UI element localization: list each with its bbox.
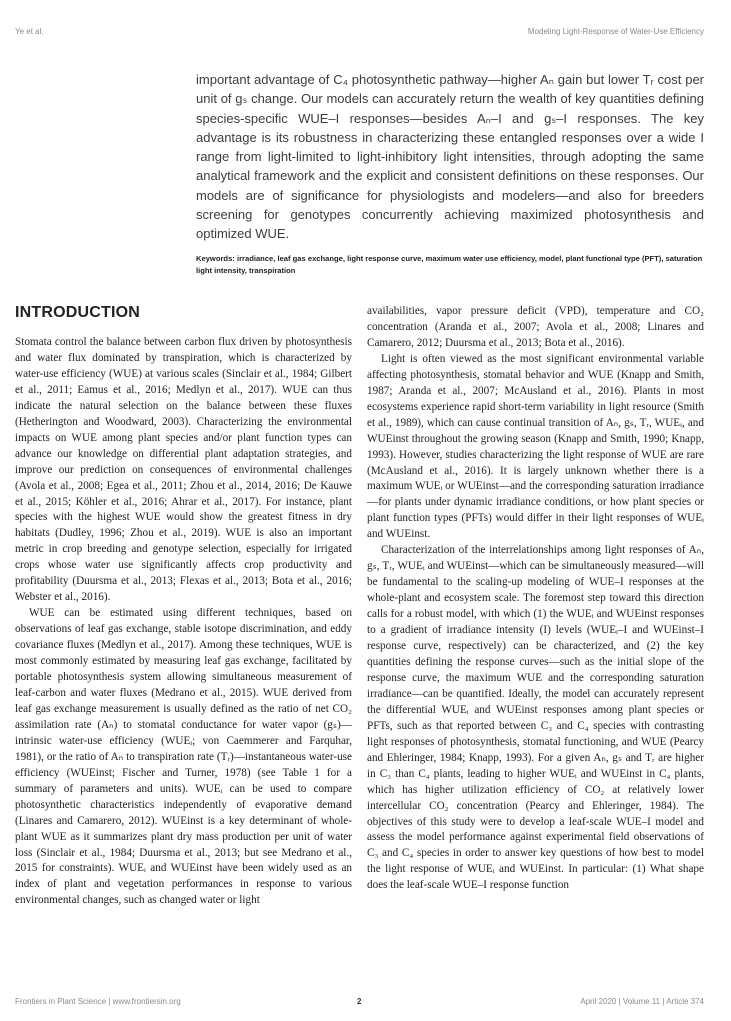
intro-paragraph-1: Stomata control the balance between carbon flux driven by photosynthesis and water flux dominated by transpiration, which is characterized by water-use efficiency (WUE) at various scales (Sinclair et al., 1984; Gilbert et al., 2011; Eamus et al., 2016; Medlyn et al., 2017). WUE can thus indicate the natural selection on the balance between these fluxes (Hetherington and Woodward, 2003). Characterizing the environmental impacts on WUE among plant species and/or plant function types can advance our knowledge on differential plant adaptation strategies, and improve our prediction on consequences of environmental challenges (Avola et al., 2008; Egea et al., 2011; Zhou et al., 2014, 2016; De Kauwe et al., 2015; Köhler et al., 2016; Ahrar et al., 2017). For instance, plant species with the highest WUE would show the greatest fitness in dry habitats (Dudley, 1996; Zhou et al., 2019). WUE is also an important metric in crop breeding and genotype selection, especially for irrigated crops whose water use significantly affects crop productivity and profitability (Duursma et al., 2013; Flexas et al., 2013; Bota et al., 2016; Webster et al., 2016). xyxy=(15,336,352,604)
running-header-authors: Ye et al. xyxy=(15,27,44,36)
intro-paragraph-4: Characterization of the interrelationships among light responses of Aₙ, gₛ, Tᵣ, WUEᵢ and WUEinst—which can be simultaneously measured—will be fundamental to the scaling-up modeling of WUE–I responses at the whole-plant and ecosystem scale. The foremost step toward this direction calls for a robust model, with which (1) the WUEᵢ and WUEinst responses to a gradient of irradiance intensity (I) levels (WUEᵢ–I and WUEinst–I response curve, respectively) can be characterized, and (2) the key quantities defining the response curves—such as the initial slope of the response curve, the maximum WUE and the corresponding saturation irradiance—can be quantified. Ideally, the model can accurately represent the differential WUEᵢ and WUEinst responses among plant species or PFTs, such as that reported between C₃ and C₄ species with contrasting light responses of photosynthesis, stomatal functioning, and WUE (Pearcy and Ehleringer, 1984; Knapp, 1993). For a given Aₙ, gₛ and Tᵣ are higher in C₃ than C₄ plants, leading to higher WUEᵢ and WUEinst in C₄ plants, which has higher utilization efficiency of CO₂ at relatively lower intercellular CO₂ concentration (Pearcy and Ehleringer, 1984). The objectives of this study were to develop a leaf-scale WUE–I model and assess the model performance against experimental field observations of C₃ and C₄ species in order to answer key questions of how best to model the light response of WUEᵢ and WUEinst. In particular: (1) What shape does the leaf-scale WUE–I response function xyxy=(367,544,704,892)
footer-page-number: 2 xyxy=(357,997,362,1006)
running-header-title: Modeling Light-Response of Water-Use Efficiency xyxy=(527,27,704,36)
keywords-label: Keywords: xyxy=(196,254,235,263)
abstract-text: important advantage of C₄ photosynthetic pathway—higher Aₙ gain but lower Tᵣ cost per unit of gₛ change. Our models can accurately return the wealth of key quantities defining species-specific WUE–I responses—besides Aₙ–I and gₛ–I responses. The key advantage is its robustness in characterizing these entangled responses over a wide I range from light-limited to light-inhibitory light intensities, through adopting the same analytical framework and the explicit and consistent definitions on these responses. Our models are of significance for physiologists and modelers—and also for breeders screening for genotypes concurrently achieving maximized photosynthesis and optimized WUE. xyxy=(196,72,704,242)
right-column xyxy=(367,304,704,894)
footer-journal: Frontiers in Plant Science | www.frontiersin.org xyxy=(15,997,181,1006)
section-title: INTRODUCTION xyxy=(15,304,141,321)
left-column xyxy=(15,335,352,909)
intro-paragraph-2: WUE can be estimated using different techniques, based on observations of leaf gas exchange, stable isotope discrimination, and eddy covariance fluxes (Medlyn et al., 2017). Among these techniques, WUE is most commonly estimated by measuring leaf gas exchange, facilitated by portable photosynthesis system allowing simultaneous measurement of leaf-carbon and water fluxes (Medrano et al., 2015). WUE derived from leaf gas exchange measurement is usually defined as the ratio of net CO₂ assimilation rate (Aₙ) to stomatal conductance for water vapor (gₛ)—intrinsic water-use efficiency (WUEᵢ; von Caemmerer and Farquhar, 1981), or the ratio of Aₙ to transpiration rate (Tᵣ)—instantaneous water-use efficiency (WUEinst; Fischer and Turner, 1978) (see Table 1 for a summary of parameters and units). WUEᵢ can be used to compare photosynthetic characteristics independently of evaporative demand (Linares and Camarero, 2012). WUEinst is a key determinant of whole-plant WUE as it summarizes plant dry mass production per unit of water loss (Sinclair et al., 1984; Duursma et al., 2013; but see Medrano et al., 2015 for constraints). WUEᵢ and WUEinst have been widely used as an index of plant and vegetation performances in response to various environmental changes, such as changed water or light xyxy=(15,607,352,907)
keywords-text: irradiance, leaf gas exchange, light response curve, maximum water use efficiency, model, plant functional type (PFT), saturation light intensity, transpiration xyxy=(196,254,703,275)
abstract-continuation xyxy=(196,70,704,244)
keywords-block xyxy=(196,253,704,276)
intro-paragraph-3: Light is often viewed as the most significant environmental variable affecting photosynthesis, stomatal behavior and WUE (Knapp and Smith, 1987; Aranda et al., 2007; McAusland et al., 2016). Plants in most ecosystems experience rapid short-term variability in light resource (Smith et al., 1989), which can cause continual transition of Aₙ, gₛ, Tᵣ, WUEᵢ, and WUEinst throughout the growing season (Knapp and Smith, 1990; Knapp, 1993). However, studies characterizing the light response of WUE are rare (McAusland et al., 2016). It is largely unknown whether there is a maximum WUEᵢ or WUEinst—and the corresponding saturation irradiance—for plants under dynamic irradiance conditions, or how plant species or plant function types (PFTs) would differ in their light responses of WUEᵢ and WUEinst. xyxy=(367,352,704,541)
intro-paragraph-2-cont: availabilities, vapor pressure deficit (VPD), temperature and CO₂ concentration (Aranda et al., 2007; Avola et al., 2008; Linares and Camarero, 2012; Duursma et al., 2013; Bota et al., 2016). xyxy=(367,305,704,349)
footer-issue: April 2020 | Volume 11 | Article 374 xyxy=(580,997,704,1006)
